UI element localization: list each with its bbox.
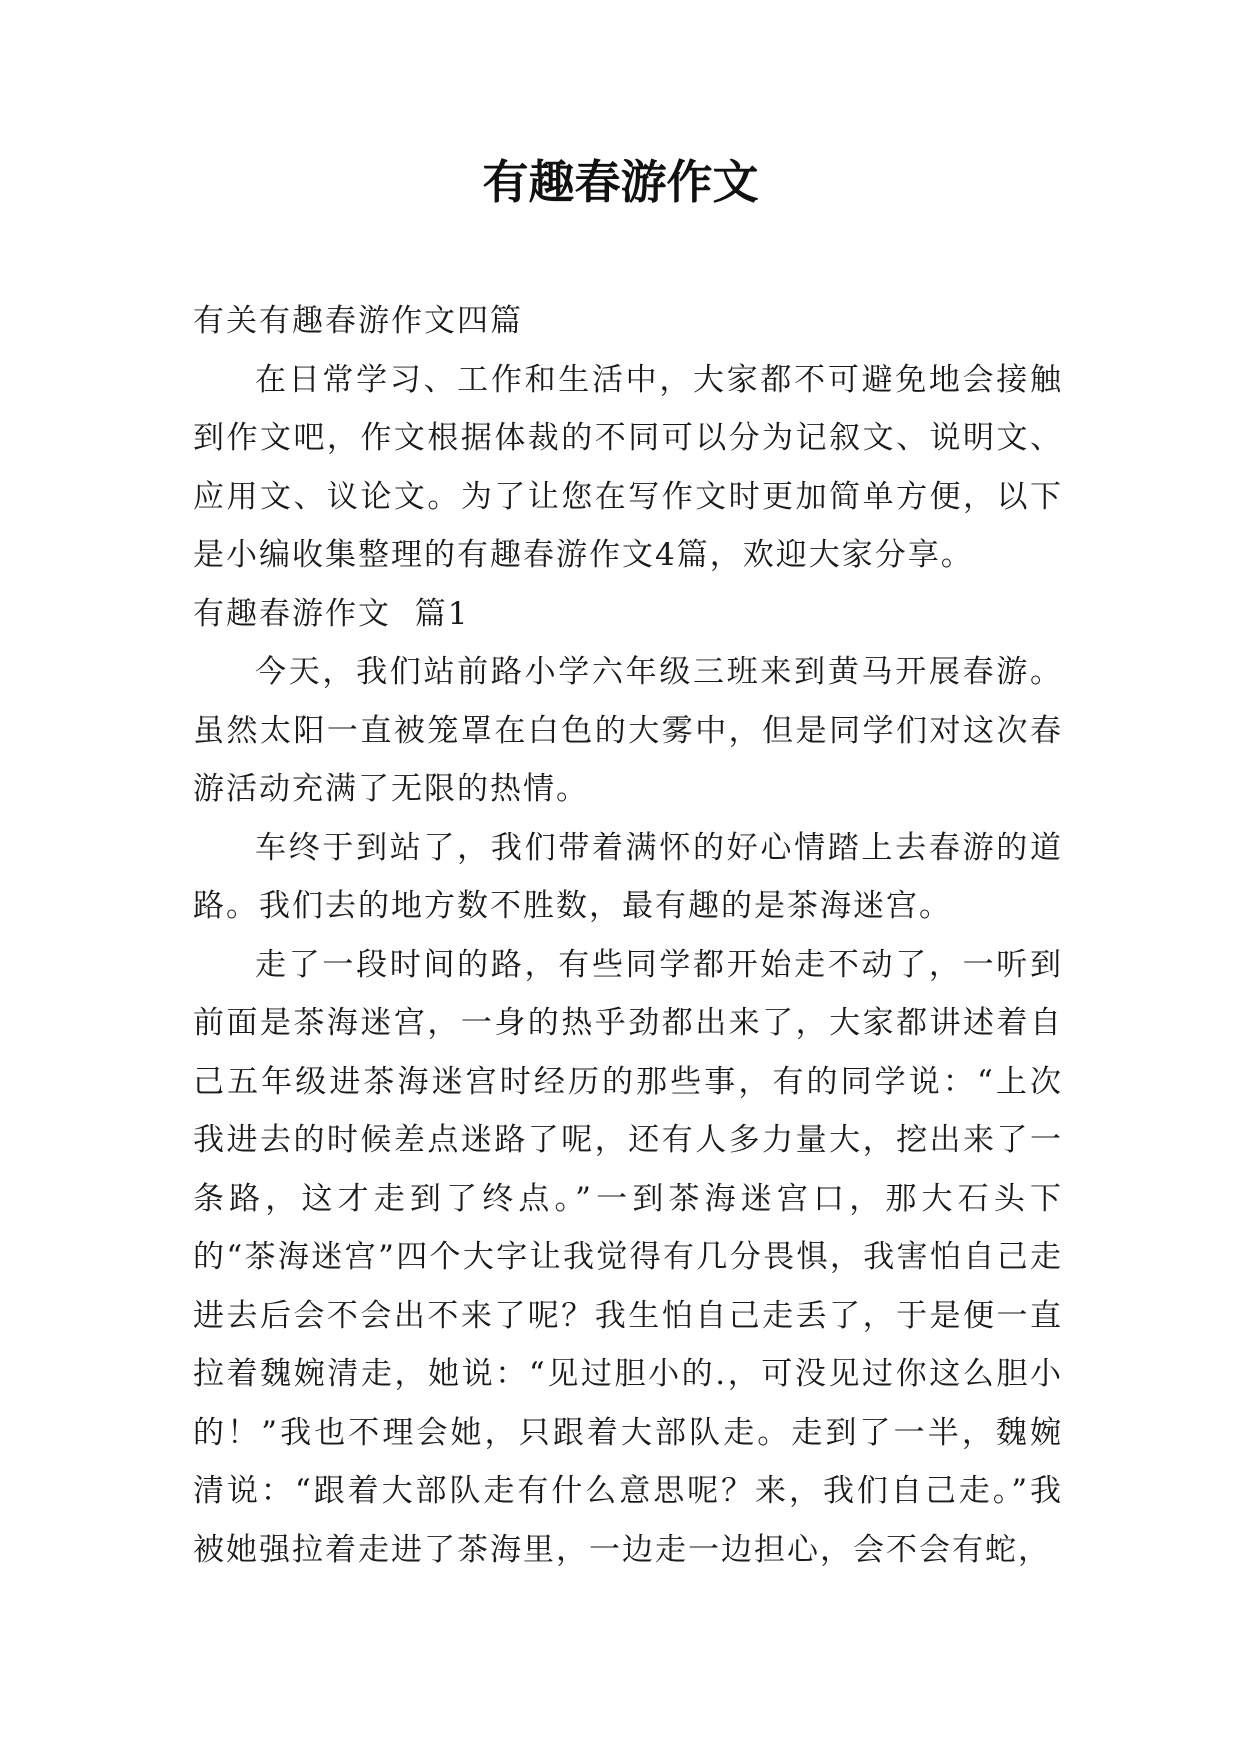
intro-paragraph: 在日常学习、工作和生活中，大家都不可避免地会接触到作文吧，作文根据体裁的不同可以分为记叙文、说明文、应用文、议论文。为了让您在写作文时更加简单方便，以下是小编收集整理的有趣春游作文4篇，欢迎大家分享。 [193,361,1063,573]
body-paragraph: 今天，我们站前路小学六年级三班来到黄马开展春游。虽然太阳一直被笼罩在白色的大雾中，但是同学们对这次春游活动充满了无限的热情。 [193,654,1063,807]
section-heading: 有趣春游作文 篇1 [193,595,470,632]
document-title: 有趣春游作文 [482,155,759,209]
body-paragraph: 车终于到站了，我们带着满怀的好心情踏上去春游的道路。我们去的地方数不胜数，最有趣的是茶海迷宫。 [193,829,1063,924]
document-subtitle: 有关有趣春游作文四篇 [193,303,523,339]
body-paragraph: 走了一段时间的路，有些同学都开始走不动了，一听到前面是茶海迷宫，一身的热乎劲都出来了，大家都讲述着自己五年级进茶海迷宫时经历的那些事，有的同学说：“上次我进去的时候差点迷路了呢，还有人多力量大，挖出来了一条路，这才走到了终点。”一到茶海迷宫口，那大石头下的“茶海迷宫”四个大字让我觉得有几分畏惧，我害怕自己走进去后会不会出不来了呢？我生怕自己走丢了，于是便一直拉着魏婉清走，她说：“见过胆小的.，可没见过你这么胆小的！”我也不理会她，只跟着大部队走。走到了一半，魏婉清说：“跟着大部队走有什么意思呢？来，我们自己走。”我被她强拉着走进了茶海里，一边走一边担心，会不会有蛇， [193,946,1063,1568]
document-body [193,292,1063,1579]
